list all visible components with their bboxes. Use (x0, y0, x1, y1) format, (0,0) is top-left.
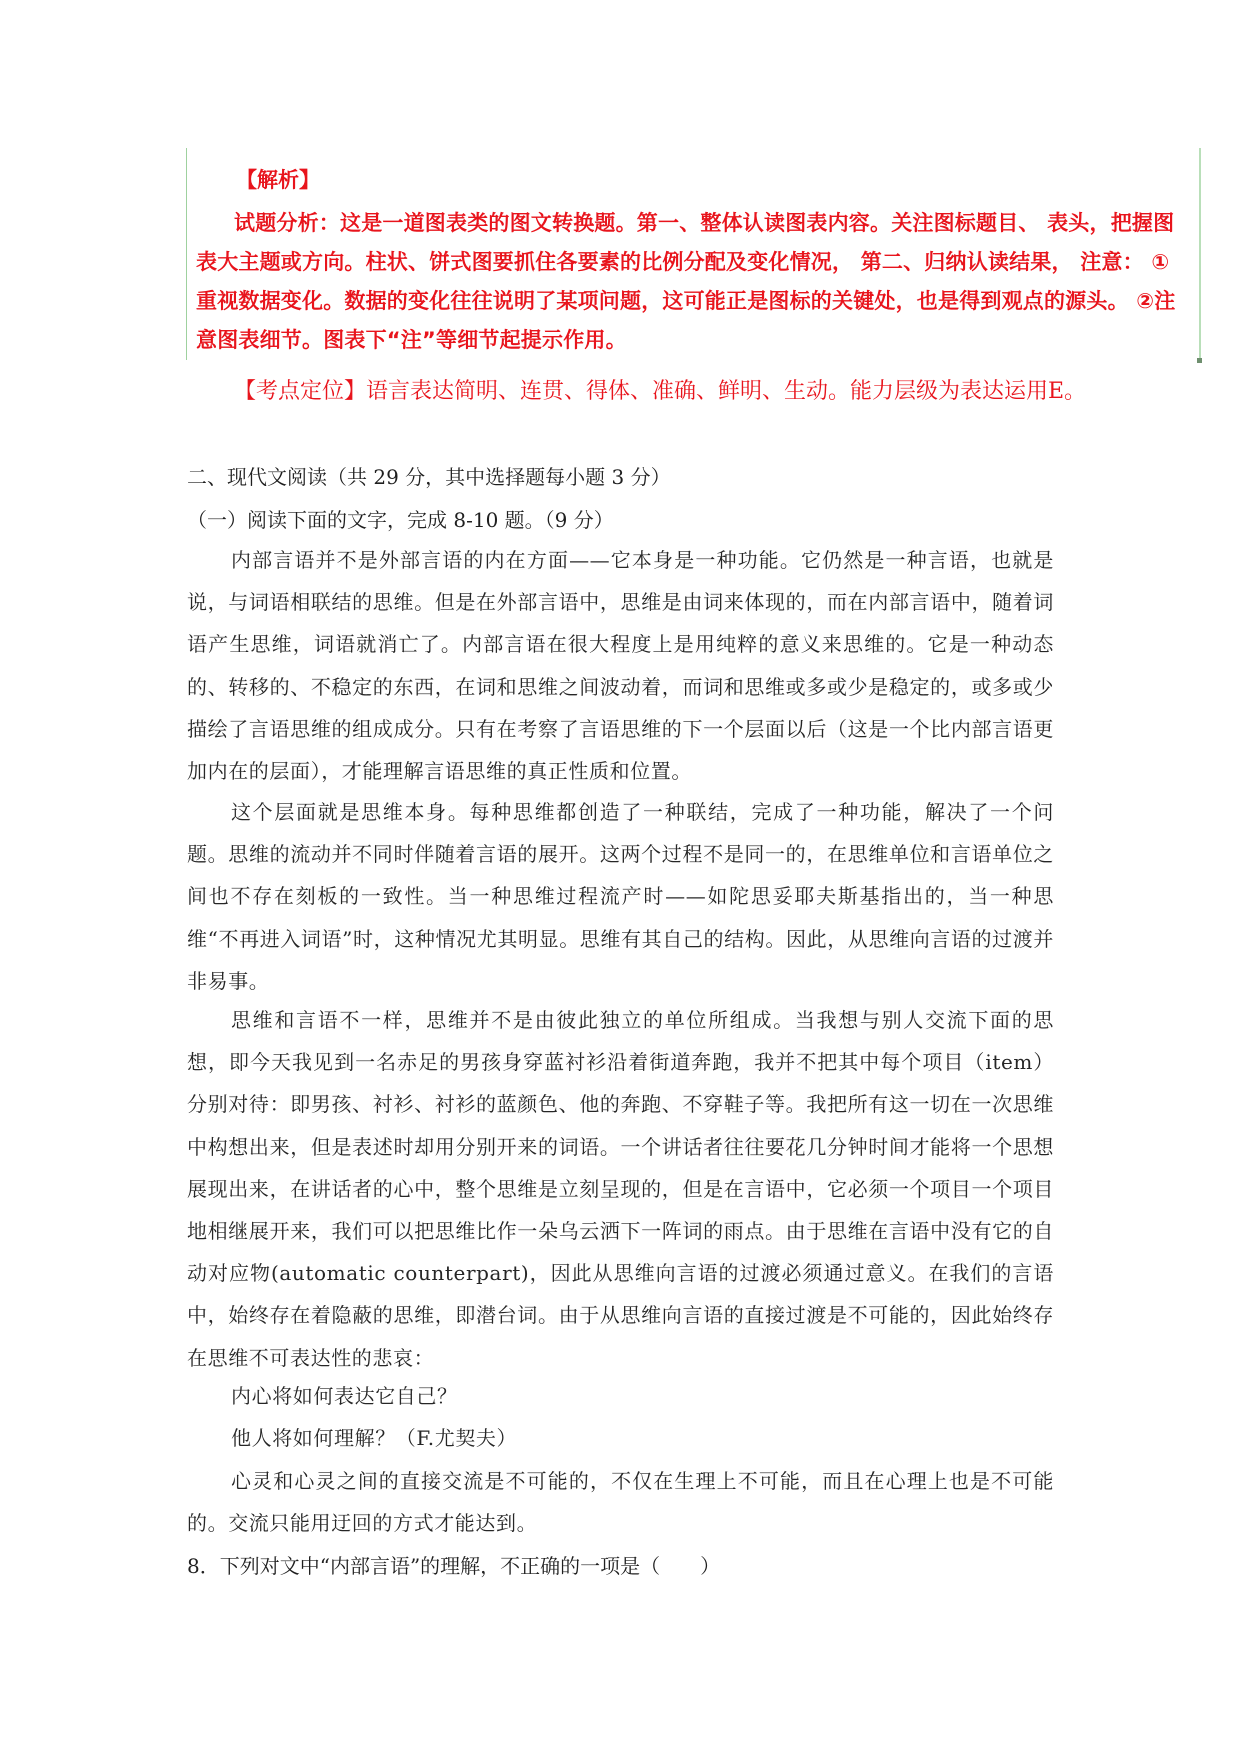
question-8: 8．下列对文中“内部言语”的理解，不正确的一项是（ ） (187, 1554, 721, 1578)
analysis-body: 试题分析：这是一道图表类的图文转换题。第一、整体认读图表内容。关注图标题目、 表头，把握图表大主题或方向。柱状、饼式图要抓住各要素的比例分配及变化情况， 第二、归纳认读结果， 注意： ①重视数据变化。数据的变化往往说明了某项问题，这可能正是图标的关键处，也是得到观点的源头。 ②注意图表细节。图表下“注”等细节起提示作用。 (196, 211, 1176, 352)
exam-point-note: 【考点定位】语言表达简明、连贯、得体、准确、鲜明、生动。能力层级为表达运用E。 (234, 379, 1087, 404)
passage-paragraph-1: 内部言语并不是外部言语的内在方面——它本身是一种功能。它仍然是一种言语，也就是说，与词语相联结的思维。但是在外部言语中，思维是由词来体现的，而在内部言语中，随着词语产生思维，词语就消亡了。内部言语在很大程度上是用纯粹的意义来思维的。它是一种动态的、转移的、不稳定的东西，在词和思维之间波动着，而词和思维或多或少是稳定的，或多或少描绘了言语思维的组成成分。只有在考察了言语思维的下一个层面以后（这是一个比内部言语更加内在的层面），才能理解言语思维的真正性质和位置。 (187, 548, 1054, 784)
passage-paragraph-3: 思维和言语不一样，思维并不是由彼此独立的单位所组成。当我想与别人交流下面的思想，即今天我见到一名赤足的男孩身穿蓝衬衫沿着街道奔跑，我并不把其中每个项目（item）分别对待：即男孩、衬衫、衬衫的蓝颜色、他的奔跑、不穿鞋子等。我把所有这一切在一次思维中构想出来，但是表述时却用分别开来的词语。一个讲话者往往要花几分钟时间才能将一个思想展现出来，在讲话者的心中，整个思维是立刻呈现的，但是在言语中，它必须一个项目一个项目地相继展开来，我们可以把思维比作一朵乌云洒下一阵词的雨点。由于思维在言语中没有它的自动对应物(automatic counterpart)，因此从思维向言语的过渡必须通过意义。在我们的言语中，始终存在着隐蔽的思维，即潜台词。由于从思维向言语的直接过渡是不可能的，因此始终存在思维不可表达性的悲哀： (187, 1008, 1054, 1370)
analysis-right-rule (1199, 148, 1201, 360)
subsection-title: （一）阅读下面的文字，完成 8-10 题。（9 分） (187, 508, 614, 532)
section-title: 二、现代文阅读（共 29 分，其中选择题每小题 3 分） (187, 465, 671, 489)
passage-quote-line-1: 内心将如何表达它自己？ (231, 1384, 458, 1408)
analysis-left-rule (186, 148, 187, 360)
passage-quote-line-2: 他人将如何理解？（F.尤契夫） (231, 1426, 518, 1450)
analysis-heading: 【解析】 (236, 168, 320, 192)
passage-paragraph-2: 这个层面就是思维本身。每种思维都创造了一种联结，完成了一种功能，解决了一个问题。思维的流动并不同时伴随着言语的展开。这两个过程不是同一的，在思维单位和言语单位之间也不存在刻板的一致性。当一种思维过程流产时——如陀思妥耶夫斯基指出的，当一种思维“不再进入词语”时，这种情况尤其明显。思维有其自己的结构。因此，从思维向言语的过渡并非易事。 (187, 800, 1054, 993)
passage-paragraph-4: 心灵和心灵之间的直接交流是不可能的，不仅在生理上不可能，而且在心理上也是不可能的。交流只能用迂回的方式才能达到。 (187, 1469, 1054, 1536)
analysis-rule-marker (1197, 358, 1202, 363)
